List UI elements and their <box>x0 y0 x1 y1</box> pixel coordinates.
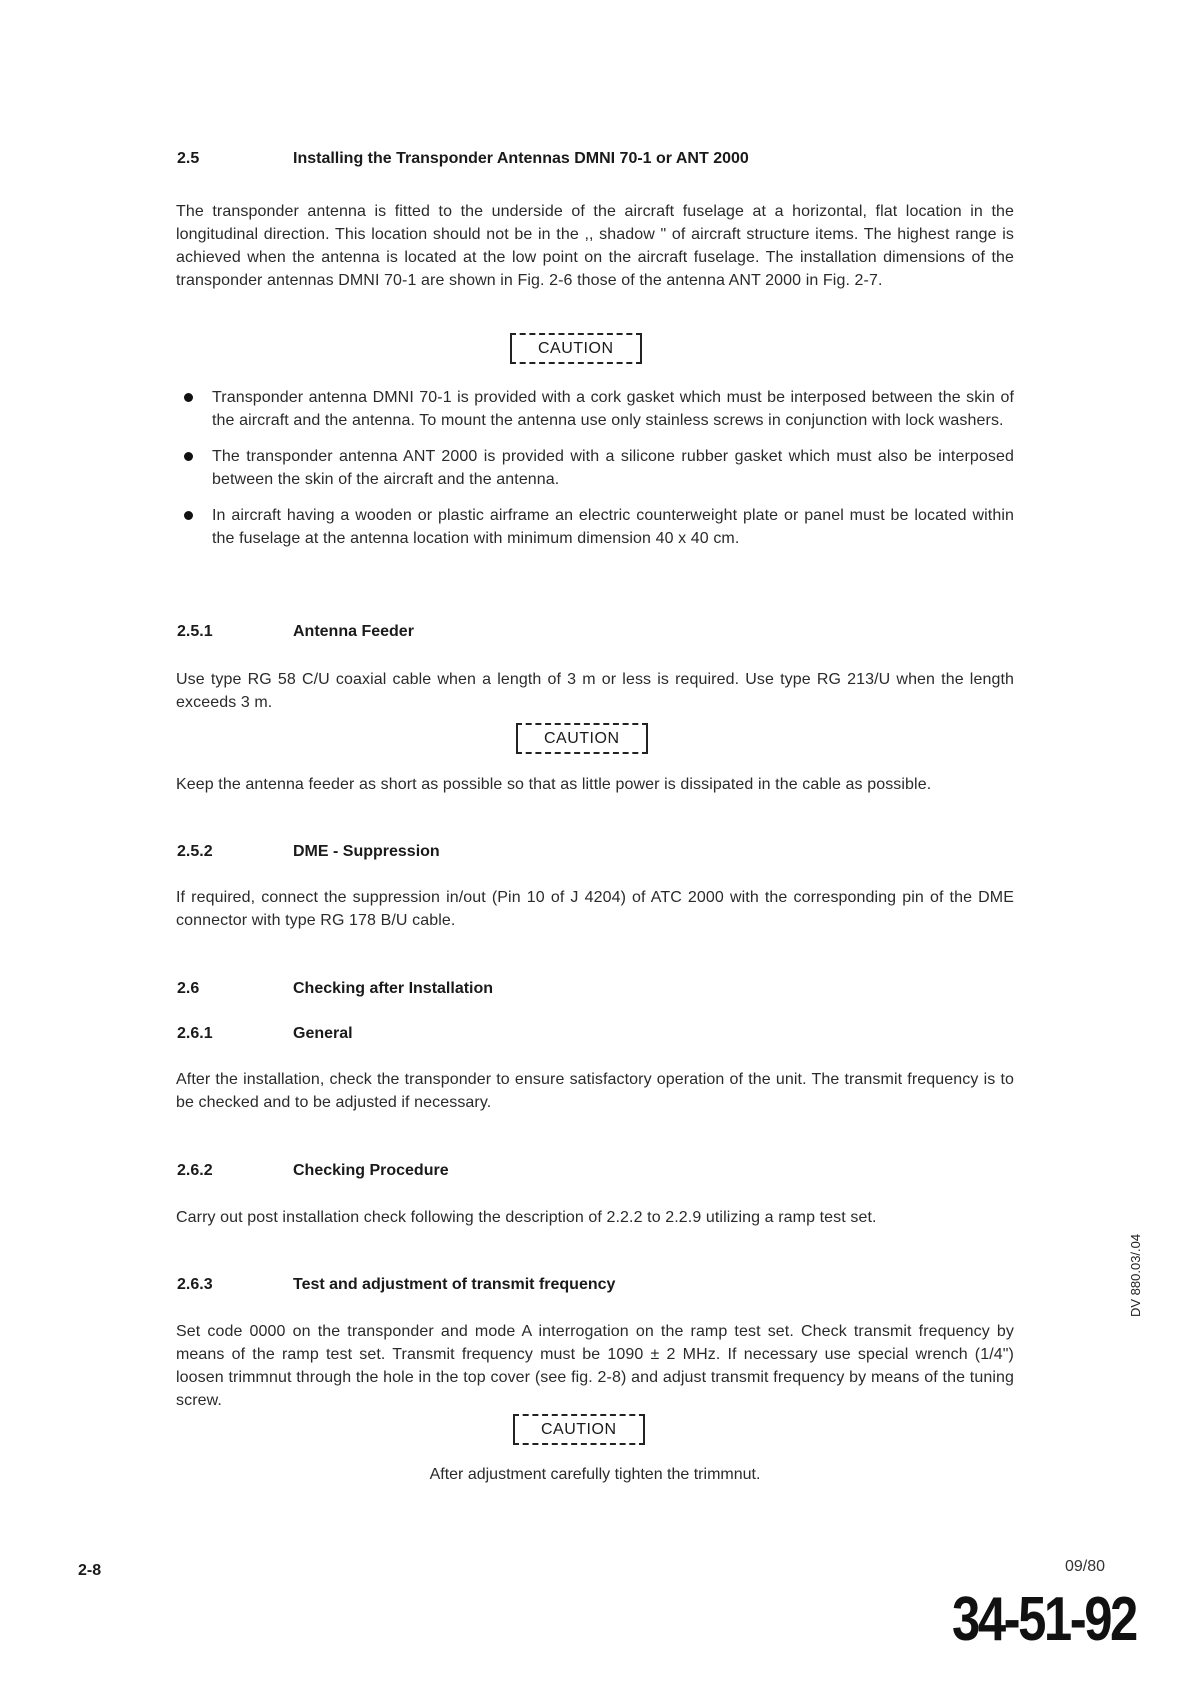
section-title-2-6-3: Test and adjustment of transmit frequency <box>293 1276 616 1293</box>
document-number: 34-51-92 <box>952 1585 1136 1654</box>
caution-text-2-5-1: Keep the antenna feeder as short as possible so that as little power is dissipated in the cable as possible. <box>176 776 932 793</box>
section-number-2-6-3: 2.6.3 <box>177 1276 213 1293</box>
caution-box-3: CAUTION <box>513 1414 645 1445</box>
section-number-2-6-2: 2.6.2 <box>177 1162 213 1179</box>
section-number-2-6-1: 2.6.1 <box>177 1025 213 1042</box>
section-title-2-5-2: DME - Suppression <box>293 843 440 860</box>
list-item: Transponder antenna DMNI 70-1 is provided with a cork gasket which must be interposed between the skin of the aircraft and the antenna. To mount the antenna use only stainless screws in conjunction with lock washers. <box>212 386 1014 432</box>
paragraph-2-6-2: Carry out post installation check following the description of 2.2.2 to 2.2.9 utilizing a ramp test set. <box>176 1209 877 1226</box>
page-number: 2-8 <box>78 1562 102 1579</box>
bullet-list-2-5 <box>212 386 1014 563</box>
paragraph-2-5: The transponder antenna is fitted to the underside of the aircraft fuselage at a horizontal, flat location in the longitudinal direction. This location should not be in the ,, shadow " of aircraft structure items. The highest range is achieved when the antenna is located at the low point on the aircraft fuselage. The installation dimensions of the transponder antennas DMNI 70-1 are shown in Fig. 2-6 those of the antenna ANT 2000 in Fig. 2-7. <box>176 203 1014 289</box>
caution-text-2-6-3: After adjustment carefully tighten the trimmnut. <box>429 1466 761 1483</box>
section-number-2-5-1: 2.5.1 <box>177 623 213 640</box>
section-title-2-6-1: General <box>293 1025 353 1042</box>
section-title-2-5-1: Antenna Feeder <box>293 623 414 640</box>
section-title-2-5: Installing the Transponder Antennas DMNI 70-1 or ANT 2000 <box>293 150 749 167</box>
bullet-icon <box>184 393 193 402</box>
bullet-icon <box>184 452 193 461</box>
section-title-2-6: Checking after Installation <box>293 980 494 997</box>
section-number-2-5: 2.5 <box>177 150 200 167</box>
list-item: In aircraft having a wooden or plastic airframe an electric counterweight plate or panel must be located within the fuselage at the antenna location with minimum dimension 40 x 40 cm. <box>212 504 1014 550</box>
side-document-code: DV 880.03/.04 <box>1128 1233 1143 1317</box>
list-item: The transponder antenna ANT 2000 is provided with a silicone rubber gasket which must also be interposed between the skin of the aircraft and the antenna. <box>212 445 1014 491</box>
revision-date: 09/80 <box>1065 1558 1106 1575</box>
paragraph-2-6-1: After the installation, check the transponder to ensure satisfactory operation of the unit. The transmit frequency is to be checked and to be adjusted if necessary. <box>176 1071 1014 1111</box>
paragraph-2-6-3: Set code 0000 on the transponder and mode A interrogation on the ramp test set. Check transmit frequency by means of the ramp test set. Transmit frequency must be 1090 ± 2 MHz. If necessary use special wrench (1/4") loosen trimmnut through the hole in the top cover (see fig. 2-8) and adjust transmit frequency by means of the tuning screw. <box>176 1323 1014 1409</box>
paragraph-2-5-2: If required, connect the suppression in/out (Pin 10 of J 4204) of ATC 2000 with the corresponding pin of the DME connector with type RG 178 B/U cable. <box>176 889 1014 929</box>
caution-box-2: CAUTION <box>516 723 648 754</box>
paragraph-2-5-1: Use type RG 58 C/U coaxial cable when a length of 3 m or less is required. Use type RG 213/U when the length exceeds 3 m. <box>176 671 1014 711</box>
section-number-2-5-2: 2.5.2 <box>177 843 213 860</box>
section-title-2-6-2: Checking Procedure <box>293 1162 449 1179</box>
bullet-icon <box>184 511 193 520</box>
caution-box-1: CAUTION <box>510 333 642 364</box>
section-number-2-6: 2.6 <box>177 980 200 997</box>
